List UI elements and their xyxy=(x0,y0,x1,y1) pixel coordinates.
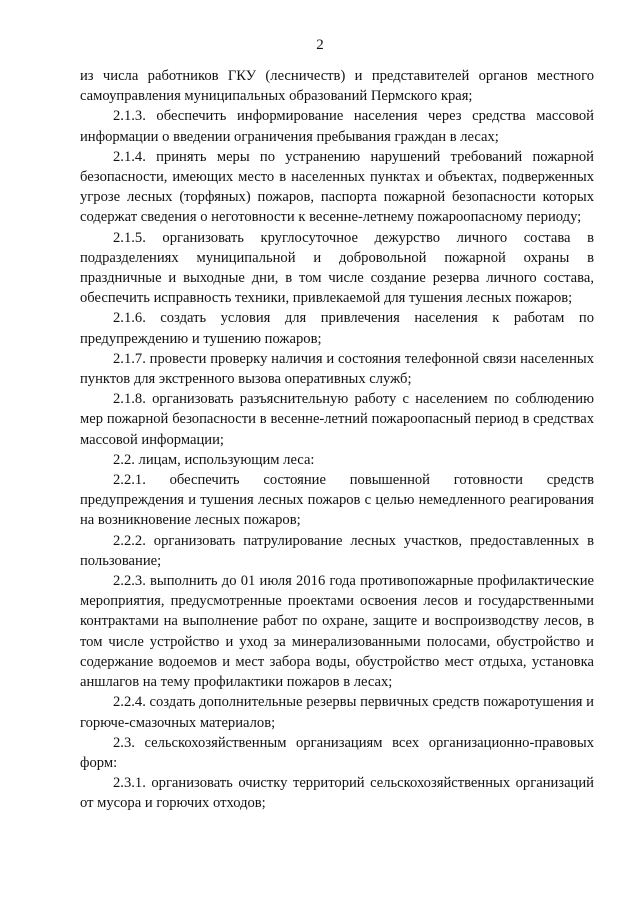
page-number: 2 xyxy=(316,37,324,53)
document-body xyxy=(80,66,594,814)
paragraph: 2.1.7. провести проверку наличия и состояния телефонной связи населенных пунктов для экстренного вызова оперативных служб; xyxy=(80,350,594,388)
paragraph: 2.2.2. организовать патрулирование лесных участков, предоставленных в пользование; xyxy=(80,532,594,569)
paragraph: 2.2.1. обеспечить состояние повышенной готовности средств предупреждения и тушения лесных пожаров с целью немедленного реагирования на возникновение лесных пожаров; xyxy=(80,472,594,529)
paragraph: 2.1.4. принять меры по устранению нарушений требований пожарной безопасности, имеющих место в населенных пунктах и объектах, подверженных угрозе лесных (торфяных) пожаров, паспорта пожарной безопасности которых содержат сведения о неготовности к весенне-летнему пожароопасному периоду; xyxy=(80,148,594,226)
paragraph: 2.1.8. организовать разъяснительную работу с населением по соблюдению мер пожарной безопасности в весенне-летний пожароопасный период в средствах массовой информации; xyxy=(80,391,594,448)
paragraph: 2.2. лицам, использующим леса: xyxy=(113,451,315,468)
paragraph: 2.2.3. выполнить до 01 июля 2016 года противопожарные профилактические мероприятия, предусмотренные проектами освоения лесов и государственными контрактами на выполнение работ по охране, защите и воспроизводству лесов, в том числе устройство и уход за минерализованными полосами, обустройство и содержание водоемов и мест забора воды, обустройство мест отдыха, установка аншлагов на тему профилактики пожаров в лесах; xyxy=(80,573,594,691)
paragraph: 2.1.5. организовать круглосуточное дежурство личного состава в подразделениях муниципальной и добровольной пожарной охраны в праздничные и выходные дни, в том числе создание резерва личного состава, обеспечить исправность техники, привлекаемой для тушения лесных пожаров; xyxy=(80,229,594,307)
paragraph: 2.2.4. создать дополнительные резервы первичных средств пожаротушения и горюче-смазочных материалов; xyxy=(80,694,594,731)
paragraph: 2.3. сельскохозяйственным организациям всех организационно-правовых форм: xyxy=(80,734,594,771)
paragraph: 2.1.6. создать условия для привлечения населения к работам по предупреждению и тушению пожаров; xyxy=(80,310,594,347)
paragraph: 2.1.3. обеспечить информирование населения через средства массовой информации о введении ограничения пребывания граждан в лесах; xyxy=(80,108,594,145)
paragraph: из числа работников ГКУ (лесничеств) и представителей органов местного самоуправления муниципальных образований Пермского края; xyxy=(80,68,594,105)
paragraph: 2.3.1. организовать очистку территорий сельскохозяйственных организаций от мусора и горючих отходов; xyxy=(80,775,594,812)
